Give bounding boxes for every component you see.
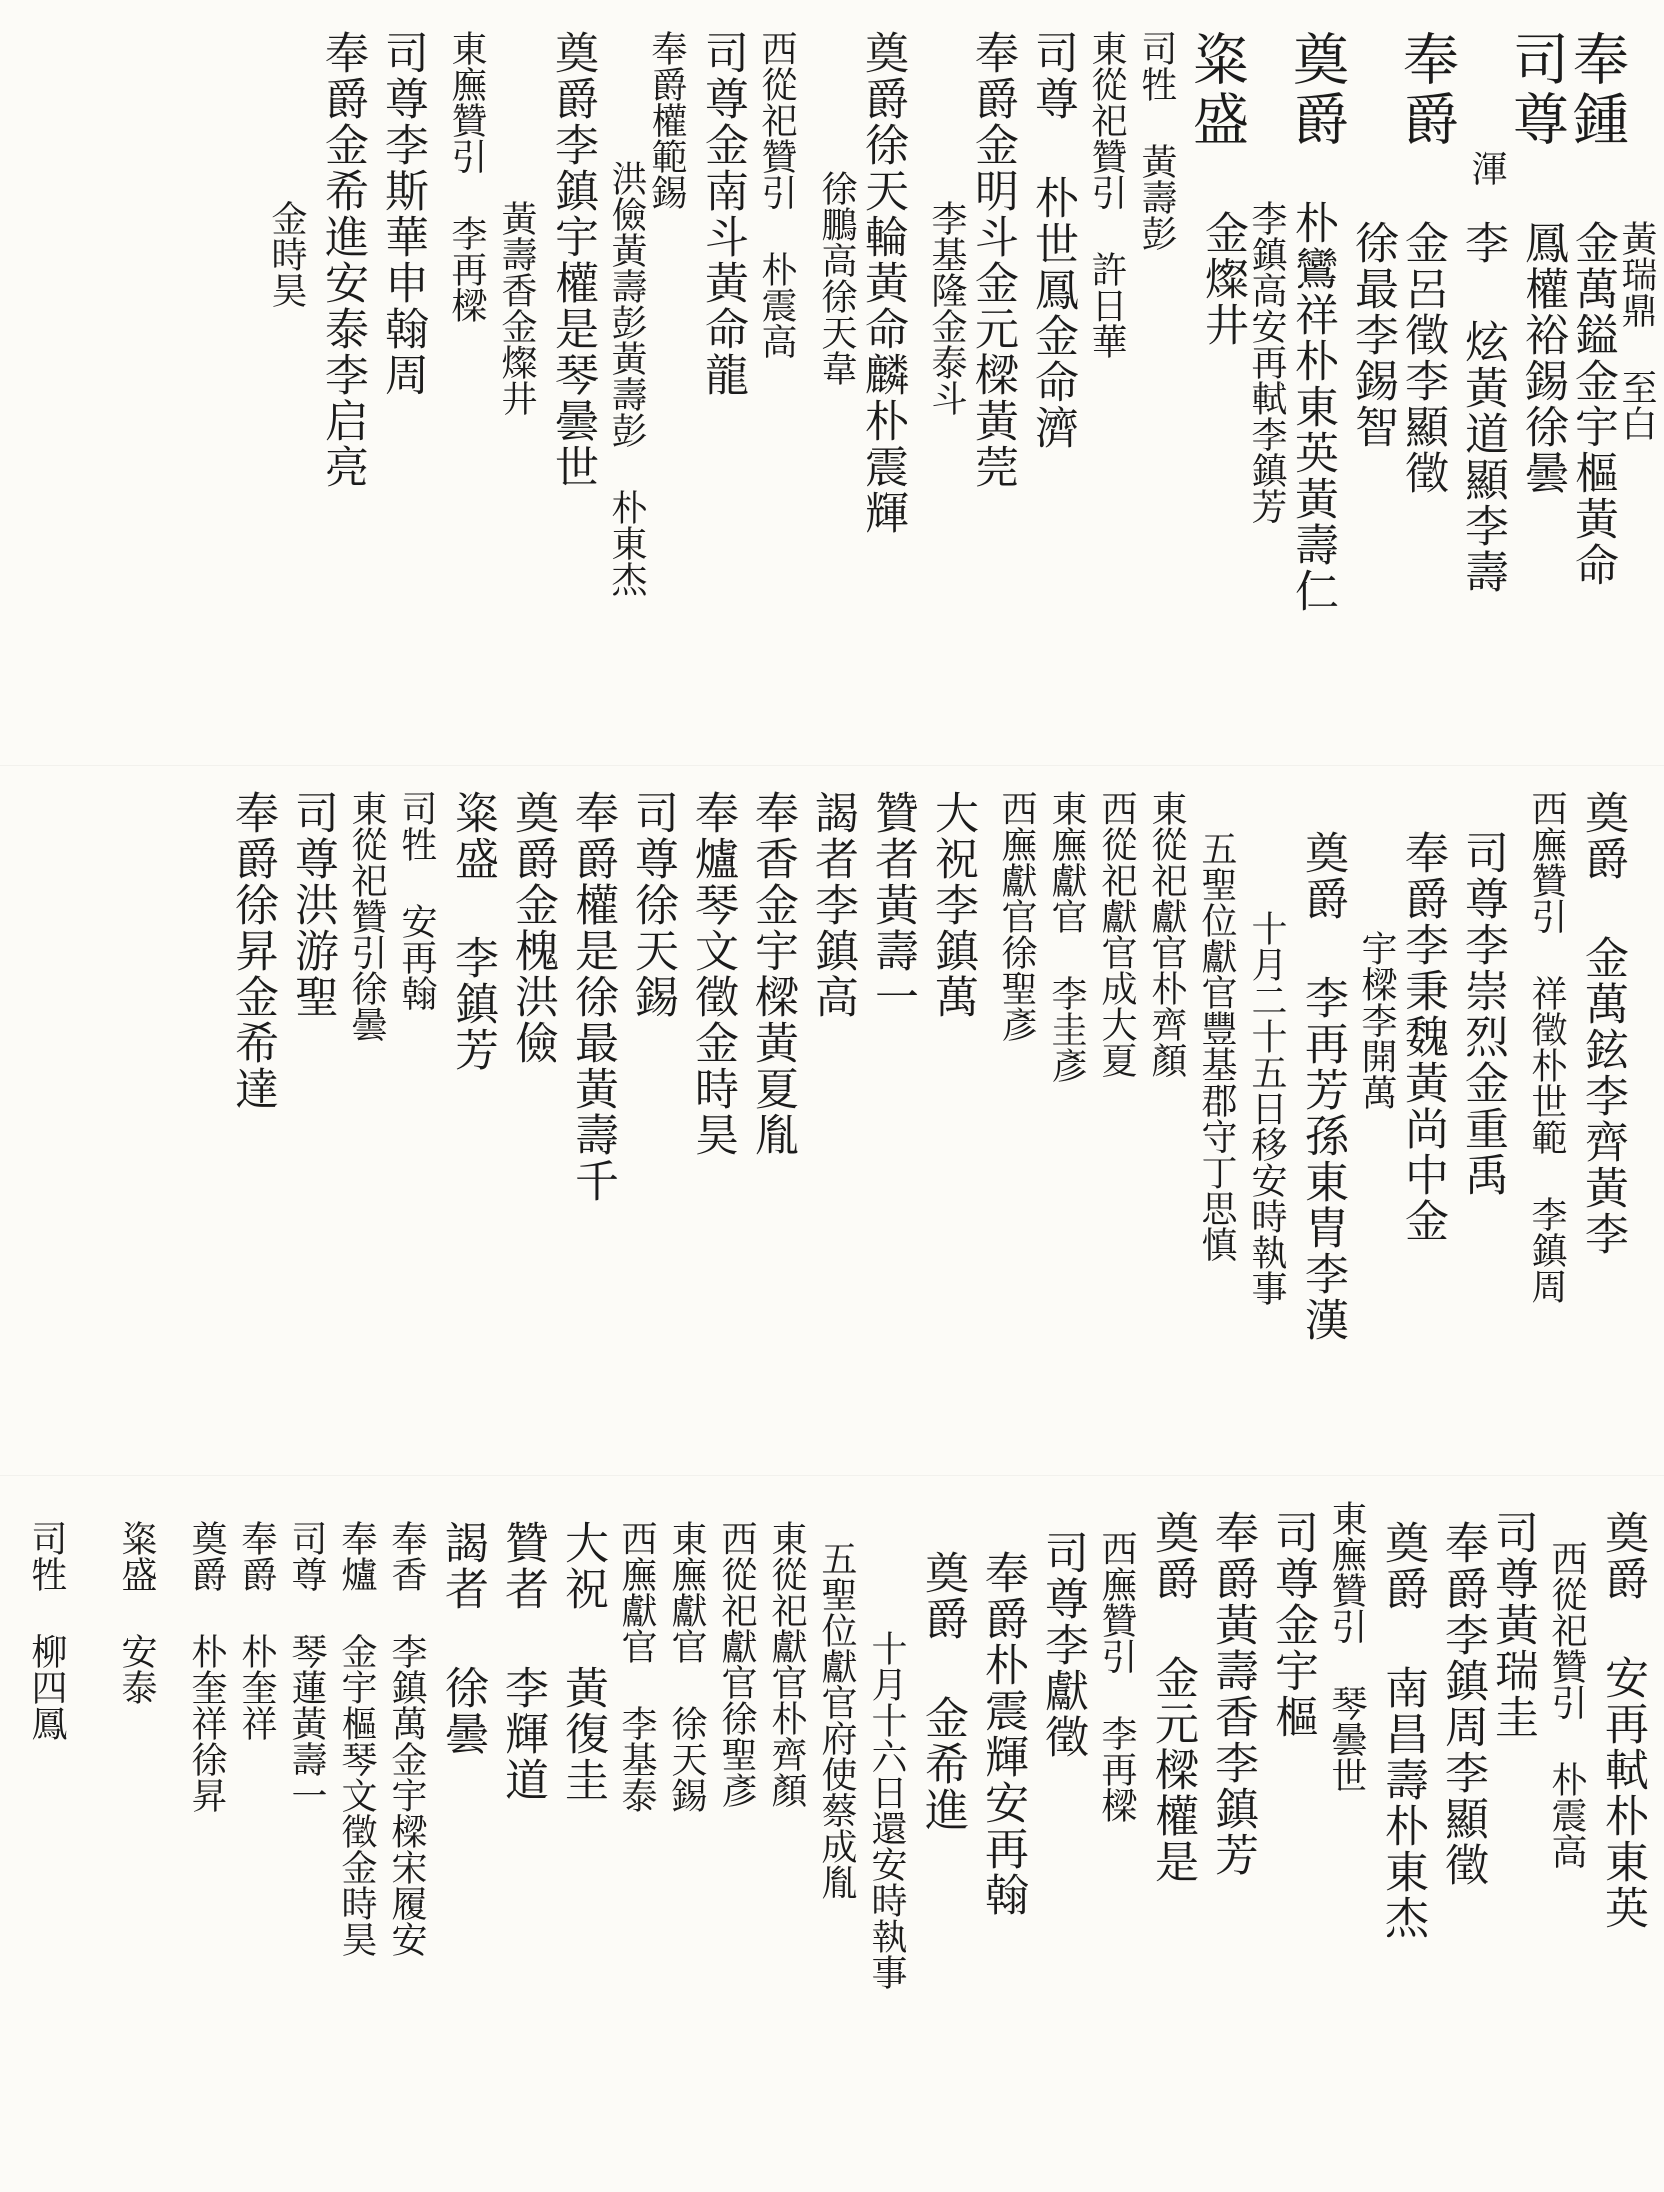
text-column: 李鎮高安再軾李鎮芳 xyxy=(1246,200,1287,524)
text-column: 奉鍾 xyxy=(1564,30,1629,150)
text-column: 司牲 黃壽彭 xyxy=(1136,30,1177,251)
text-column: 司尊 xyxy=(1504,30,1569,150)
text-column: 奉爵徐昇金希達 xyxy=(227,790,278,1112)
register-section-2 xyxy=(0,770,1664,1470)
text-column: 黃壽香金燦井 xyxy=(496,200,537,416)
text-column: 奠爵 安再軾朴東英 xyxy=(1597,1510,1648,1931)
text-column: 東從祀贊引 許日華 xyxy=(1086,30,1127,359)
text-column: 奠爵 金元樑權是 xyxy=(1147,1510,1198,1885)
text-column: 謁者李鎮高 xyxy=(807,790,858,1020)
text-column: 司尊金南斗黃命龍 xyxy=(697,30,748,398)
text-column: 洪儉黃壽彭黃壽彭 朴東杰 xyxy=(606,160,647,597)
text-column: 西從祀獻官成大夏 xyxy=(1096,790,1137,1078)
text-column: 奉爵朴震輝安再翰 xyxy=(977,1550,1028,1918)
text-column: 奠爵 朴奎祥徐昇 xyxy=(186,1520,227,1813)
text-column: 粢盛 xyxy=(1184,30,1249,150)
text-column: 奠爵 金萬鉉李齊黃李 xyxy=(1577,790,1628,1257)
text-column: 東廡贊引 李再樑 xyxy=(446,30,487,323)
text-column: 李基隆金泰斗 xyxy=(926,200,967,416)
text-column: 贊者黃壽一 xyxy=(867,790,918,1020)
text-column: 司尊洪游聖 xyxy=(287,790,338,1020)
text-column: 奉爵權是徐最黃壽千 xyxy=(567,790,618,1204)
text-column: 大祝李鎮萬 xyxy=(927,790,978,1020)
text-column: 奉爵金希進安泰李启亮 xyxy=(317,30,368,490)
text-column: 東廡獻官 李圭彥 xyxy=(1046,790,1087,1083)
text-column: 五聖位獻官府使蔡成胤 xyxy=(816,1540,857,1900)
text-column: 奉爵 朴奎祥 xyxy=(236,1520,277,1741)
text-column: 奉爵黃壽香李鎮芳 xyxy=(1207,1510,1258,1878)
text-column: 西從祀獻官徐聖彥 xyxy=(716,1520,757,1808)
text-column: 奠爵李鎮宇權是琴曇世 xyxy=(547,30,598,490)
text-column: 司尊李獻徵 xyxy=(1037,1530,1088,1760)
text-column: 司尊金宇樞 xyxy=(1267,1510,1318,1740)
section-divider xyxy=(0,1475,1664,1476)
text-column: 奉爵金明斗金元樑黃莞 xyxy=(967,30,1018,490)
text-column: 司牲 安再翰 xyxy=(396,790,437,1011)
text-column: 十月二十五日移安時執事 xyxy=(1246,910,1287,1306)
text-column: 西廡贊引 祥徵朴世範 李鎮周 xyxy=(1526,790,1567,1304)
text-column: 渾 xyxy=(1466,150,1507,186)
text-column: 東廡贊引 琴曇世 xyxy=(1326,1500,1367,1793)
text-column: 東從祀獻官朴齊顏 xyxy=(1146,790,1187,1078)
text-column: 贊者 李輝道 xyxy=(497,1520,548,1803)
text-column: 五聖位獻官豐基郡守丁思慎 xyxy=(1196,830,1237,1262)
register-section-1 xyxy=(0,0,1664,760)
text-column: 奉爵李鎮周李顯徵 xyxy=(1437,1520,1488,1888)
text-column: 奠爵金槐洪儉 xyxy=(507,790,558,1066)
text-column: 李 炫黃道顯李壽 xyxy=(1457,220,1508,595)
text-column: 奉香 李鎮萬金宇樑宋履安 xyxy=(386,1520,427,1957)
text-column: 西從祀贊引 朴震高 xyxy=(1546,1540,1587,1869)
text-column: 司尊 朴世鳳金命濟 xyxy=(1027,30,1078,451)
text-column: 奉爵 xyxy=(1394,30,1459,150)
text-column: 金萬鎰金宇樞黃命 xyxy=(1567,220,1618,588)
text-column: 朴鸞祥朴東英黃壽仁 xyxy=(1287,200,1338,614)
text-column: 奉爵權範錫 xyxy=(646,30,687,210)
text-column: 奠爵 李再芳孫東胄李漢 xyxy=(1297,830,1348,1343)
text-column: 宇樑李開萬 xyxy=(1356,930,1397,1110)
text-column: 西廡獻官 李基泰 xyxy=(616,1520,657,1813)
text-column: 黃瑞鼎 至白 xyxy=(1616,220,1657,441)
text-column: 東廡獻官 徐天錫 xyxy=(666,1520,707,1813)
text-column: 西廡贊引 李再樑 xyxy=(1096,1530,1137,1823)
text-column: 司尊 琴蓮黃壽一 xyxy=(286,1520,327,1813)
text-column: 司牲 柳四鳳 xyxy=(26,1520,67,1741)
text-column: 奠爵 南昌壽朴東杰 xyxy=(1377,1520,1428,1941)
text-column: 金呂徵李顯徵 xyxy=(1397,220,1448,496)
text-column: 東從祀獻官朴齊顏 xyxy=(766,1520,807,1808)
text-column: 西從祀贊引 朴震高 xyxy=(756,30,797,359)
text-column: 司尊徐天錫 xyxy=(627,790,678,1020)
text-column: 西廡獻官徐聖彥 xyxy=(996,790,1037,1042)
text-column: 奠爵 xyxy=(1284,30,1349,150)
text-column: 徐鵬高徐天韋 xyxy=(816,170,857,386)
text-column: 謁者 徐曇 xyxy=(437,1520,488,1757)
text-column: 金燦井 xyxy=(1197,210,1248,348)
text-column: 奠爵 金希進 xyxy=(917,1550,968,1833)
text-column: 奉香金宇樑黃夏胤 xyxy=(747,790,798,1158)
text-column: 司尊黃瑞圭 xyxy=(1487,1510,1538,1740)
text-column: 十月十六日還安時執事 xyxy=(866,1630,907,1990)
text-column: 奉爐 金宇樞琴文徵金時昊 xyxy=(336,1520,377,1957)
text-column: 奉爐琴文徵金時昊 xyxy=(687,790,738,1158)
text-column: 鳳權裕錫徐曇 xyxy=(1517,220,1568,496)
text-column: 金時昊 xyxy=(266,200,307,308)
section-divider xyxy=(0,765,1664,766)
text-column: 司尊李崇烈金重禹 xyxy=(1457,830,1508,1198)
text-column: 司尊李斯華申翰周 xyxy=(377,30,428,398)
text-column: 徐最李錫智 xyxy=(1347,220,1398,450)
text-column: 粢盛 李鎮芳 xyxy=(447,790,498,1073)
text-column: 奉爵李秉魏黃尚中金 xyxy=(1397,830,1448,1244)
text-column: 大祝 黃復圭 xyxy=(557,1520,608,1803)
text-column: 東從祀贊引徐曇 xyxy=(346,790,387,1042)
text-column: 奠爵徐天輪黃命麟朴震輝 xyxy=(857,30,908,536)
register-section-3 xyxy=(0,1480,1664,2192)
text-column: 粢盛 安泰 xyxy=(116,1520,157,1705)
